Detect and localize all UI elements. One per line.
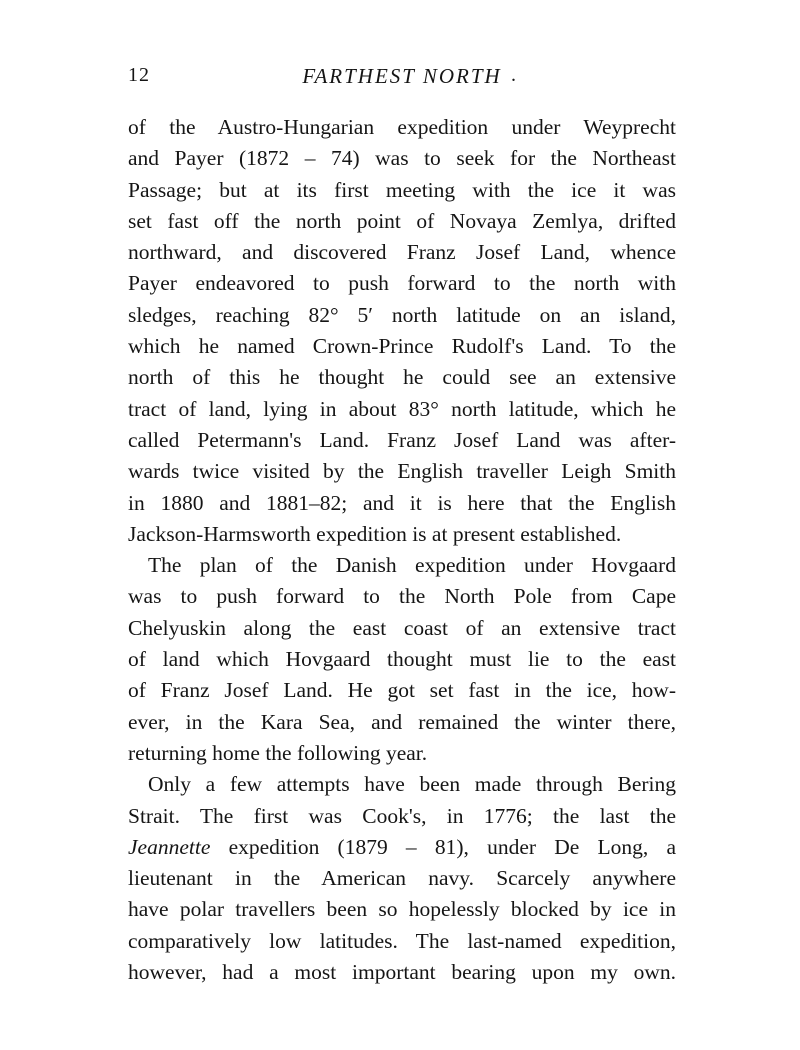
- text-line: returning home the following year.: [128, 740, 428, 765]
- running-title: FARTHEST NORTH: [302, 64, 502, 88]
- text-line: sledges, reaching 82° 5′ north latitude on an island,: [128, 302, 676, 327]
- text-line: of Franz Josef Land. He got set fast in the ice, how-: [128, 678, 676, 703]
- running-head-dot: .: [511, 64, 516, 86]
- text-line: however, had a most important bearing upon my own.: [128, 960, 676, 985]
- text-line: was to push forward to the North Pole from Cape: [128, 584, 676, 609]
- text-line: northward, and discovered Franz Josef Land, whence: [128, 240, 676, 265]
- text-line: of land which Hovgaard thought must lie to the east: [128, 647, 676, 672]
- text-line: comparatively low latitudes. The last-named expedition,: [128, 928, 676, 953]
- text-line: called Petermann's Land. Franz Josef Land was after-: [128, 427, 676, 452]
- running-head: [128, 64, 676, 94]
- text-line: The plan of the Danish expedition under Hovgaard: [148, 553, 676, 578]
- text-line: north of this he thought he could see an extensive: [128, 365, 676, 390]
- text-line: tract of land, lying in about 83° north latitude, which he: [128, 396, 676, 421]
- text-line: in 1880 and 1881–82; and it is here that the English: [128, 490, 676, 515]
- text-line: Jackson-Harmsworth expedition is at present established.: [128, 521, 622, 546]
- text-line: ever, in the Kara Sea, and remained the winter there,: [128, 709, 676, 734]
- text-line: Only a few attempts have been made through Bering: [148, 772, 676, 797]
- text-line-rest: expedition (1879 – 81), under De Long, a: [228, 834, 676, 859]
- text-line: lieutenant in the American navy. Scarcely anywhere: [128, 866, 676, 891]
- body-text: [128, 112, 676, 988]
- ship-name: Jeannette: [128, 834, 211, 859]
- text-line: Passage; but at its first meeting with the ice it was: [128, 177, 676, 202]
- text-line: which he named Crown-Prince Rudolf's Land. To the: [128, 334, 676, 359]
- page-number: 12: [128, 64, 150, 86]
- text-line: of the Austro-Hungarian expedition under Weyprecht: [128, 115, 676, 139]
- text-line: Strait. The first was Cook's, in 1776; the last the: [128, 803, 676, 828]
- text-line: set fast off the north point of Novaya Zemlya, drifted: [128, 208, 676, 233]
- paragraph-2: [128, 550, 676, 769]
- paragraph-3: [128, 769, 676, 988]
- text-line: have polar travellers been so hopelessly blocked by ice in: [128, 897, 676, 922]
- paragraph-1: [128, 112, 676, 550]
- text-line: Chelyuskin along the east coast of an extensive tract: [128, 615, 676, 640]
- text-line: and Payer (1872 – 74) was to seek for the Northeast: [128, 146, 676, 171]
- text-line-with-ship-name: [128, 832, 676, 863]
- text-line: wards twice visited by the English traveller Leigh Smith: [128, 459, 676, 484]
- text-line: Payer endeavored to push forward to the north with: [128, 271, 676, 296]
